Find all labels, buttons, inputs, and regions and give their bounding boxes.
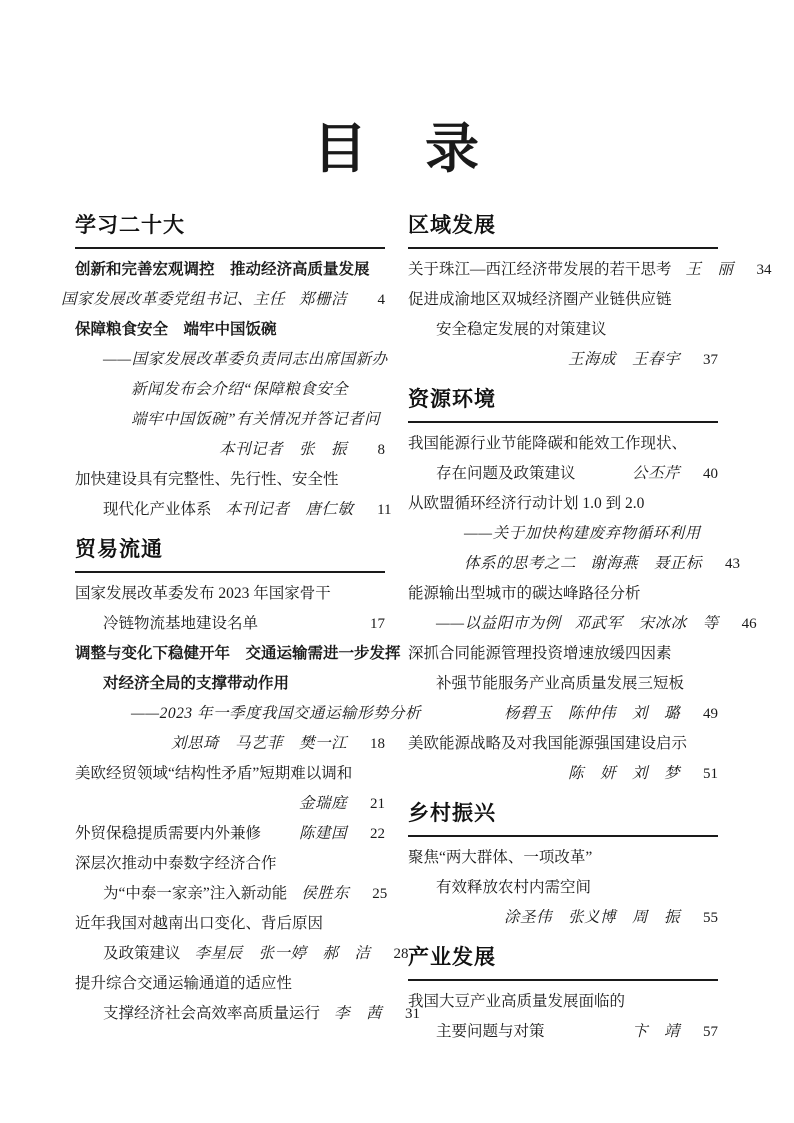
entry-text: 调整与变化下稳健开年 交通运输需进一步发挥 [75,645,401,663]
section-heading: 资源环境 [408,388,496,412]
entry-line [408,315,718,345]
entry-text: 美欧经贸领域“结构性矛盾”短期难以调和 [75,765,353,783]
toc-entry [408,843,718,933]
toc-entry [75,819,385,849]
entry-authors: 本刊记者 张 振 [218,441,347,459]
entry-line [75,789,385,819]
toc-section [408,213,772,375]
entry-text: 关于珠江—西江经济带发展的若干思考 [408,261,672,279]
entry-line [75,939,409,969]
entry-line [408,987,718,1017]
toc-entry [60,255,385,315]
entry-text: 加快建设具有完整性、先行性、安全性 [75,471,339,489]
entry-page-number: 22 [370,826,385,843]
entry-text: ——以益阳市为例 [436,615,561,633]
entry-line [75,699,421,729]
entry-authors: 王 丽 [685,261,734,279]
section-rule [408,835,718,837]
toc-entry [75,579,385,639]
entry-text: 现代化产业体系 [103,501,212,519]
entry-page-number: 21 [370,796,385,813]
entry-line [75,759,385,789]
entry-page-number: 40 [703,466,718,483]
entry-line [75,999,421,1029]
entry-text: 外贸保稳提质需要内外兼修 [75,825,262,843]
toc-entry [408,987,718,1047]
toc-section [75,537,421,1029]
toc-entry [408,255,772,285]
entry-authors: 杨碧玉 陈仲伟 刘 璐 [503,705,680,723]
entry-page-number: 49 [703,706,718,723]
entry-page-number: 43 [725,556,741,573]
entry-text: 为“中泰一家亲”注入新动能 [103,885,288,903]
entry-line [75,495,392,525]
entry-line [408,609,757,639]
entry-text: ——国家发展改革委负责同志出席国新办 [103,351,388,369]
entry-authors: 王海成 王春宇 [567,351,680,369]
section-rule [408,247,718,249]
entry-authors: 公丕芹 [631,465,680,483]
entry-page-number: 8 [377,442,385,459]
entry-line [408,1017,718,1047]
entry-text: 国家发展改革委发布 2023 年国家骨干 [75,585,331,603]
entry-line [408,843,718,873]
section-heading: 区域发展 [408,214,496,238]
entry-authors: 金瑞庭 [298,795,347,813]
section-heading: 产业发展 [408,946,496,970]
entry-line [75,609,385,639]
section-heading: 乡村振兴 [408,802,496,826]
entry-line [408,459,718,489]
entry-page-number: 18 [370,736,385,753]
entry-line [75,405,385,435]
entry-line [75,879,388,909]
toc-columns [60,213,772,1047]
toc-entry [75,315,388,465]
entry-text: 对经济全局的支撑带动作用 [103,675,290,693]
entry-authors: 陈建国 [298,825,347,843]
toc-entry [75,969,421,1029]
entry-line [408,729,718,759]
page-title: 目 录 [313,119,481,179]
entry-line [75,465,385,495]
entry-line [75,375,385,405]
section-rule [408,421,718,423]
entry-text: 近年我国对越南出口变化、背后原因 [75,915,324,933]
entry-text: 存在问题及政策建议 [436,465,576,483]
entry-line [75,639,401,669]
entry-page-number: 55 [703,910,718,927]
entry-line [408,285,718,315]
left-column [60,213,421,1047]
toc-entry [408,489,741,579]
entry-line [408,489,718,519]
entry-line [75,909,385,939]
entry-page-number: 17 [370,616,385,633]
toc-entry [408,639,718,729]
entry-text: 主要问题与对策 [436,1023,545,1041]
entry-line [60,285,385,315]
entry-line [75,819,385,849]
entry-text: 国家发展改革委党组书记、主任 [60,291,285,309]
entry-line [75,345,388,375]
entry-authors: 刘思琦 马艺菲 樊一江 [170,735,347,753]
entry-text: 能源输出型城市的碳达峰路径分析 [408,585,641,603]
entry-text: 保障粮食安全 端牢中国饭碗 [75,321,277,339]
entry-text: 深抓合同能源管理投资增速放缓四因素 [408,645,672,663]
entry-text: 及政策建议 [103,945,181,963]
entry-authors: 涂圣伟 张义博 周 振 [503,909,680,927]
entry-line [75,729,385,759]
entry-text: 体系的思考之二 [464,555,577,573]
entry-authors: 郑栅洁 [298,291,347,309]
entry-text: 提升综合交通运输通道的适应性 [75,975,293,993]
entry-authors: 卞 靖 [631,1023,680,1041]
toc-entry [408,285,718,375]
entry-text: 新闻发布会介绍“保障粮食安全 [131,381,349,399]
toc-entry [75,465,392,525]
entry-text: 创新和完善宏观调控 推动经济高质量发展 [75,261,370,279]
entry-authors: 侯胜东 [301,885,350,903]
entry-text: 我国大豆产业高质量发展面临的 [408,993,626,1011]
entry-text: 端牢中国饭碗”有关情况并答记者问 [131,411,381,429]
entry-page-number: 51 [703,766,718,783]
entry-line [75,435,385,465]
entry-text: 美欧能源战略及对我国能源强国建设启示 [408,735,688,753]
section-rule [75,571,385,573]
entry-page-number: 46 [741,616,757,633]
toc-section [60,213,392,525]
toc-section [408,387,757,789]
entry-line [75,255,385,285]
entry-text: ——2023 年一季度我国交通运输形势分析 [131,705,421,723]
entry-authors: 李星辰 张一婷 郝 洁 [194,945,371,963]
toc-entry [75,639,421,759]
entry-authors: 李 茜 [334,1005,383,1023]
entry-page-number: 37 [703,352,718,369]
entry-line [75,579,385,609]
entry-line [408,873,718,903]
section-rule [408,979,718,981]
section-heading: 学习二十大 [75,214,185,238]
entry-line [408,759,718,789]
entry-text: 我国能源行业节能降碳和能效工作现状、 [408,435,688,453]
entry-text: 聚焦“两大群体、一项改革” [408,849,593,867]
toc-entry [75,759,385,819]
entry-line [75,315,385,345]
entry-text: 冷链物流基地建设名单 [103,615,259,633]
entry-authors: 邓武军 宋冰冰 等 [574,615,719,633]
section-rule [75,247,385,249]
entry-text: 深层次推动中泰数字经济合作 [75,855,277,873]
section-heading: 贸易流通 [75,538,163,562]
entry-line [75,969,385,999]
entry-authors: 陈 妍 刘 梦 [567,765,680,783]
entry-page-number: 34 [756,262,772,279]
toc-entry [408,729,718,789]
entry-page-number: 28 [393,946,409,963]
entry-text: 从欧盟循环经济行动计划 1.0 到 2.0 [408,495,645,513]
entry-page-number: 31 [405,1006,421,1023]
entry-line [408,639,718,669]
entry-page-number: 57 [703,1024,718,1041]
right-column [408,213,772,1047]
entry-line [408,699,718,729]
entry-line [408,255,772,285]
entry-page-number: 4 [377,292,385,309]
entry-text: 有效释放农村内需空间 [436,879,592,897]
entry-line [408,549,741,579]
entry-page-number: 11 [377,502,392,519]
entry-line [75,669,385,699]
toc-section [408,801,718,933]
toc-section [408,945,718,1047]
entry-authors: 谢海燕 聂正标 [590,555,703,573]
entry-text: 促进成渝地区双城经济圈产业链供应链 [408,291,672,309]
entry-authors: 本刊记者 唐仁敏 [225,501,354,519]
entry-text: ——关于加快构建废弃物循环利用 [464,525,701,543]
entry-line [408,903,718,933]
entry-text: 补强节能服务产业高质量发展三短板 [436,675,685,693]
toc-entry [408,429,718,489]
entry-line [408,579,718,609]
entry-page-number: 25 [372,886,388,903]
entry-line [75,849,385,879]
entry-text: 支撑经济社会高效率高质量运行 [103,1005,321,1023]
entry-line [408,345,718,375]
entry-text: 安全稳定发展的对策建议 [436,321,607,339]
entry-line [408,519,718,549]
toc-entry [75,909,409,969]
toc-entry [75,849,388,909]
entry-line [408,669,718,699]
toc-entry [408,579,757,639]
entry-line [408,429,718,459]
